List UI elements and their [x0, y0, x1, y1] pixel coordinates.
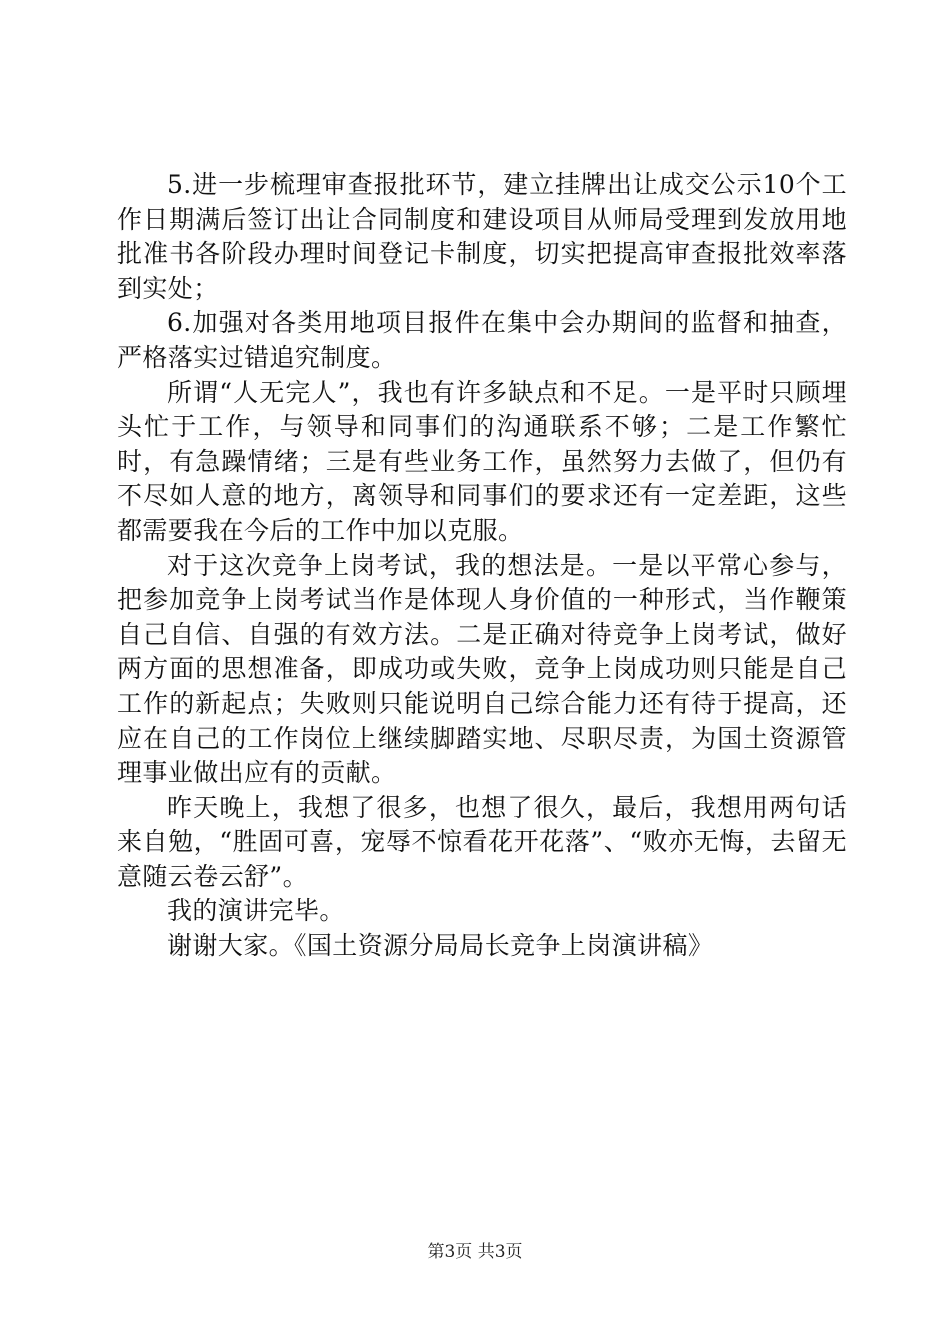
- paragraph-exam-attitude: 对于这次竞争上岗考试，我的想法是。一是以平常心参与，把参加竞争上岗考试当作是体现人身价值的一种形式，当作鞭策自己自信、自强的有效方法。二是正确对待竞争上岗考试，做好两方面的思想准备，即成功或失败，竞争上岗成功则只能是自己工作的新起点；失败则只能说明自己综合能力还有待于提高，还应在自己的工作岗位上继续脚踏实地、尽职尽责，为国土资源管理事业做出应有的贡献。: [117, 550, 847, 788]
- document-body: [117, 168, 847, 964]
- paragraph-closing-quote: 昨天晚上，我想了很多，也想了很久，最后，我想用两句话来自勉，“胜固可喜，宠辱不惊看花开花落”、“败亦无悔，去留无意随云卷云舒”。: [117, 792, 847, 891]
- paragraph-thanks-title: 谢谢大家。《国土资源分局局长竞争上岗演讲稿》: [167, 931, 714, 961]
- page-indicator: 第3页 共3页: [427, 1242, 523, 1262]
- paragraph-item-6: 6.加强对各类用地项目报件在集中会办期间的监督和抽查，严格落实过错追究制度。: [117, 308, 847, 372]
- paragraph-speech-end: 我的演讲完毕。: [167, 896, 345, 926]
- paragraph-shortcomings: 所谓“人无完人”，我也有许多缺点和不足。一是平时只顾埋头忙于工作，与领导和同事们的沟通联系不够；二是工作繁忙时，有急躁情绪；三是有些业务工作，虽然努力去做了，但仍有不尽如人意的地方，离领导和同事们的要求还有一定差距，这些都需要我在今后的工作中加以克服。: [117, 377, 847, 545]
- page-footer: [0, 1241, 950, 1263]
- paragraph-item-5: 5.进一步梳理审查报批环节，建立挂牌出让成交公示10个工作日期满后签订出让合同制度和建设项目从师局受理到发放用地批准书各阶段办理时间登记卡制度，切实把提高审查报批效率落到实处；: [117, 170, 847, 303]
